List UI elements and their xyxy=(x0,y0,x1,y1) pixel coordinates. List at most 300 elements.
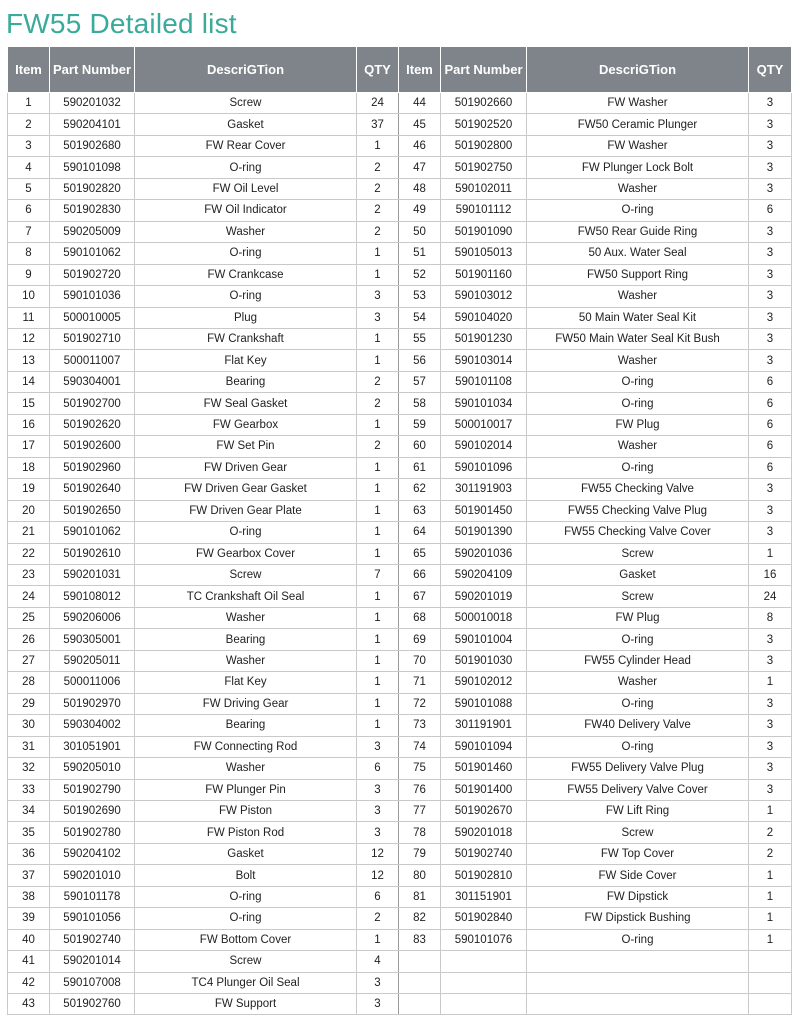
item-cell: 50 xyxy=(399,221,441,242)
qty-cell: 3 xyxy=(749,328,792,349)
description-cell: FW Dipstick xyxy=(527,886,749,907)
description-cell: FW Crankcase xyxy=(135,264,357,285)
table-row xyxy=(8,629,792,650)
description-cell: Bearing xyxy=(135,371,357,392)
qty-cell: 6 xyxy=(749,393,792,414)
part-number-cell: 501902780 xyxy=(50,822,135,843)
item-cell: 24 xyxy=(8,586,50,607)
page-title: FW55 Detailed list xyxy=(6,8,237,39)
qty-cell: 7 xyxy=(357,564,399,585)
part-number-cell: 501902690 xyxy=(50,800,135,821)
qty-cell: 1 xyxy=(749,886,792,907)
part-number-cell: 501902670 xyxy=(441,800,527,821)
table-row xyxy=(8,994,792,1015)
part-number-cell: 590206006 xyxy=(50,607,135,628)
part-number-cell: 501901160 xyxy=(441,264,527,285)
table-row xyxy=(8,758,792,779)
parts-table xyxy=(7,46,792,1015)
item-cell: 63 xyxy=(399,500,441,521)
table-row xyxy=(8,93,792,114)
table-row xyxy=(8,243,792,264)
qty-cell: 1 xyxy=(357,522,399,543)
part-number-cell: 501901450 xyxy=(441,500,527,521)
qty-cell: 8 xyxy=(749,607,792,628)
description-cell: Bearing xyxy=(135,629,357,650)
description-cell: FW55 Checking Valve xyxy=(527,479,749,500)
part-number-cell: 301051901 xyxy=(50,736,135,757)
item-cell: 38 xyxy=(8,886,50,907)
item-cell: 46 xyxy=(399,135,441,156)
qty-cell: 3 xyxy=(749,500,792,521)
part-number-cell: 501902830 xyxy=(50,200,135,221)
item-cell: 75 xyxy=(399,758,441,779)
item-cell: 59 xyxy=(399,414,441,435)
description-cell: O-ring xyxy=(527,629,749,650)
col-header-qty: QTY xyxy=(357,47,399,93)
description-cell: FW Rear Cover xyxy=(135,135,357,156)
table-row xyxy=(8,393,792,414)
part-number-cell: 501902640 xyxy=(50,479,135,500)
part-number-cell: 590101112 xyxy=(441,200,527,221)
description-cell: Washer xyxy=(135,650,357,671)
item-cell: 44 xyxy=(399,93,441,114)
item-cell: 34 xyxy=(8,800,50,821)
item-cell: 69 xyxy=(399,629,441,650)
table-row xyxy=(8,822,792,843)
table-row xyxy=(8,586,792,607)
qty-cell: 3 xyxy=(357,994,399,1015)
description-cell: Washer xyxy=(527,436,749,457)
description-cell: FW55 Delivery Valve Plug xyxy=(527,758,749,779)
description-cell: Washer xyxy=(527,178,749,199)
qty-cell: 2 xyxy=(357,436,399,457)
item-cell: 45 xyxy=(399,114,441,135)
qty-cell: 1 xyxy=(357,693,399,714)
description-cell: Screw xyxy=(135,564,357,585)
description-cell: FW55 Checking Valve Plug xyxy=(527,500,749,521)
part-number-cell: 590105013 xyxy=(441,243,527,264)
part-number-cell: 501901030 xyxy=(441,650,527,671)
qty-cell: 6 xyxy=(357,758,399,779)
part-number-cell: 590101108 xyxy=(441,371,527,392)
table-row xyxy=(8,522,792,543)
table-row xyxy=(8,500,792,521)
item-cell: 29 xyxy=(8,693,50,714)
table-row xyxy=(8,779,792,800)
part-number-cell: 590101096 xyxy=(441,457,527,478)
description-cell: FW Gearbox xyxy=(135,414,357,435)
qty-cell: 6 xyxy=(749,457,792,478)
item-cell: 78 xyxy=(399,822,441,843)
table-row xyxy=(8,264,792,285)
item-cell: 13 xyxy=(8,350,50,371)
item-cell: 57 xyxy=(399,371,441,392)
description-cell: O-ring xyxy=(527,457,749,478)
description-cell: Washer xyxy=(135,758,357,779)
item-cell: 25 xyxy=(8,607,50,628)
qty-cell: 3 xyxy=(749,157,792,178)
part-number-cell: 501902620 xyxy=(50,414,135,435)
table-row xyxy=(8,350,792,371)
item-cell: 66 xyxy=(399,564,441,585)
table-row xyxy=(8,157,792,178)
description-cell: FW Dipstick Bushing xyxy=(527,908,749,929)
description-cell: O-ring xyxy=(135,286,357,307)
table-row xyxy=(8,371,792,392)
qty-cell: 3 xyxy=(749,736,792,757)
description-cell: Bolt xyxy=(135,865,357,886)
qty-cell: 3 xyxy=(749,221,792,242)
item-cell: 4 xyxy=(8,157,50,178)
col-header-item: Item xyxy=(399,47,441,93)
qty-cell: 3 xyxy=(357,779,399,800)
qty-cell: 6 xyxy=(749,436,792,457)
description-cell: Screw xyxy=(527,586,749,607)
item-cell: 62 xyxy=(399,479,441,500)
item-cell: 32 xyxy=(8,758,50,779)
table-header-row xyxy=(8,47,792,93)
part-number-cell: 590102011 xyxy=(441,178,527,199)
part-number-cell: 590205011 xyxy=(50,650,135,671)
item-cell: 31 xyxy=(8,736,50,757)
table-row xyxy=(8,114,792,135)
part-number-cell: 590102014 xyxy=(441,436,527,457)
part-number-cell: 590101178 xyxy=(50,886,135,907)
description-cell: Screw xyxy=(527,543,749,564)
item-cell: 77 xyxy=(399,800,441,821)
description-cell: FW Lift Ring xyxy=(527,800,749,821)
description-cell: FW Seal Gasket xyxy=(135,393,357,414)
description-cell: FW Plunger Lock Bolt xyxy=(527,157,749,178)
table-row xyxy=(8,865,792,886)
part-number-cell: 501902750 xyxy=(441,157,527,178)
table-row xyxy=(8,178,792,199)
description-cell: FW Piston xyxy=(135,800,357,821)
qty-cell: 6 xyxy=(749,371,792,392)
part-number-cell: 590205010 xyxy=(50,758,135,779)
table-row xyxy=(8,457,792,478)
item-cell: 36 xyxy=(8,843,50,864)
description-cell: O-ring xyxy=(527,693,749,714)
description-cell: Screw xyxy=(135,93,357,114)
qty-cell: 1 xyxy=(357,457,399,478)
description-cell: Washer xyxy=(135,221,357,242)
part-number-cell: 590304002 xyxy=(50,715,135,736)
description-cell xyxy=(527,994,749,1015)
description-cell: Flat Key xyxy=(135,672,357,693)
item-cell: 26 xyxy=(8,629,50,650)
part-number-cell: 501902740 xyxy=(50,929,135,950)
table-row xyxy=(8,886,792,907)
description-cell: Gasket xyxy=(135,114,357,135)
description-cell: O-ring xyxy=(135,522,357,543)
qty-cell: 24 xyxy=(749,586,792,607)
description-cell: FW Plug xyxy=(527,607,749,628)
qty-cell: 1 xyxy=(357,500,399,521)
description-cell: Plug xyxy=(135,307,357,328)
description-cell: FW Side Cover xyxy=(527,865,749,886)
qty-cell: 3 xyxy=(749,178,792,199)
description-cell: FW Washer xyxy=(527,93,749,114)
part-number-cell: 501902650 xyxy=(50,500,135,521)
description-cell: FW Top Cover xyxy=(527,843,749,864)
qty-cell: 3 xyxy=(749,779,792,800)
part-number-cell: 501901390 xyxy=(441,522,527,543)
description-cell: Washer xyxy=(527,350,749,371)
item-cell: 39 xyxy=(8,908,50,929)
part-number-cell: 590103014 xyxy=(441,350,527,371)
part-number-cell: 590201019 xyxy=(441,586,527,607)
qty-cell: 1 xyxy=(357,715,399,736)
description-cell: 50 Aux. Water Seal xyxy=(527,243,749,264)
item-cell: 7 xyxy=(8,221,50,242)
description-cell: O-ring xyxy=(135,243,357,264)
col-header-part-number: Part Number xyxy=(441,47,527,93)
description-cell: FW40 Delivery Valve xyxy=(527,715,749,736)
qty-cell: 3 xyxy=(749,93,792,114)
description-cell: FW Driven Gear Gasket xyxy=(135,479,357,500)
table-row xyxy=(8,436,792,457)
table-row xyxy=(8,693,792,714)
col-header-description: DescriGTion xyxy=(527,47,749,93)
qty-cell: 3 xyxy=(357,286,399,307)
qty-cell: 1 xyxy=(357,350,399,371)
description-cell: TC4 Plunger Oil Seal xyxy=(135,972,357,993)
description-cell: FW Driven Gear Plate xyxy=(135,500,357,521)
part-number-cell: 590102012 xyxy=(441,672,527,693)
part-number-cell: 301191903 xyxy=(441,479,527,500)
qty-cell: 1 xyxy=(749,908,792,929)
part-number-cell: 590101062 xyxy=(50,522,135,543)
item-cell xyxy=(399,951,441,972)
item-cell: 28 xyxy=(8,672,50,693)
description-cell: Flat Key xyxy=(135,350,357,371)
qty-cell: 2 xyxy=(357,908,399,929)
part-number-cell: 501902520 xyxy=(441,114,527,135)
qty-cell: 2 xyxy=(357,371,399,392)
table-row xyxy=(8,328,792,349)
part-number-cell: 501902790 xyxy=(50,779,135,800)
item-cell: 3 xyxy=(8,135,50,156)
part-number-cell: 590101004 xyxy=(441,629,527,650)
item-cell: 6 xyxy=(8,200,50,221)
part-number-cell: 501902600 xyxy=(50,436,135,457)
table-row xyxy=(8,414,792,435)
part-number-cell: 501902970 xyxy=(50,693,135,714)
part-number-cell: 501902800 xyxy=(441,135,527,156)
table-row xyxy=(8,800,792,821)
description-cell: O-ring xyxy=(527,393,749,414)
description-cell: FW Driving Gear xyxy=(135,693,357,714)
part-number-cell: 500011007 xyxy=(50,350,135,371)
description-cell: FW Oil Level xyxy=(135,178,357,199)
table-row xyxy=(8,972,792,993)
description-cell: FW55 Checking Valve Cover xyxy=(527,522,749,543)
description-cell: TC Crankshaft Oil Seal xyxy=(135,586,357,607)
qty-cell: 6 xyxy=(749,200,792,221)
item-cell: 58 xyxy=(399,393,441,414)
qty-cell: 3 xyxy=(749,286,792,307)
item-cell: 23 xyxy=(8,564,50,585)
item-cell: 40 xyxy=(8,929,50,950)
part-number-cell: 590205009 xyxy=(50,221,135,242)
item-cell: 52 xyxy=(399,264,441,285)
table-row xyxy=(8,135,792,156)
description-cell: O-ring xyxy=(527,736,749,757)
item-cell: 41 xyxy=(8,951,50,972)
description-cell: FW55 Delivery Valve Cover xyxy=(527,779,749,800)
description-cell: O-ring xyxy=(527,200,749,221)
part-number-cell: 590101036 xyxy=(50,286,135,307)
item-cell: 54 xyxy=(399,307,441,328)
item-cell: 67 xyxy=(399,586,441,607)
col-header-item: Item xyxy=(8,47,50,93)
description-cell: FW Support xyxy=(135,994,357,1015)
item-cell: 48 xyxy=(399,178,441,199)
part-number-cell: 590204109 xyxy=(441,564,527,585)
item-cell: 20 xyxy=(8,500,50,521)
qty-cell: 3 xyxy=(357,822,399,843)
part-number-cell: 590103012 xyxy=(441,286,527,307)
table-row xyxy=(8,307,792,328)
item-cell: 17 xyxy=(8,436,50,457)
qty-cell: 1 xyxy=(357,135,399,156)
part-number-cell: 500010005 xyxy=(50,307,135,328)
part-number-cell: 500010017 xyxy=(441,414,527,435)
table-row xyxy=(8,286,792,307)
part-number-cell: 501902700 xyxy=(50,393,135,414)
description-cell: Gasket xyxy=(135,843,357,864)
part-number-cell: 501902810 xyxy=(441,865,527,886)
part-number-cell xyxy=(441,972,527,993)
description-cell: FW Piston Rod xyxy=(135,822,357,843)
item-cell: 83 xyxy=(399,929,441,950)
item-cell xyxy=(399,994,441,1015)
part-number-cell: 590104020 xyxy=(441,307,527,328)
description-cell: Washer xyxy=(527,672,749,693)
description-cell: O-ring xyxy=(527,929,749,950)
qty-cell: 16 xyxy=(749,564,792,585)
qty-cell: 2 xyxy=(749,822,792,843)
qty-cell: 2 xyxy=(357,157,399,178)
item-cell xyxy=(399,972,441,993)
item-cell: 56 xyxy=(399,350,441,371)
item-cell: 70 xyxy=(399,650,441,671)
qty-cell: 3 xyxy=(749,479,792,500)
qty-cell: 1 xyxy=(749,929,792,950)
part-number-cell: 590204102 xyxy=(50,843,135,864)
qty-cell: 6 xyxy=(357,886,399,907)
item-cell: 51 xyxy=(399,243,441,264)
qty-cell: 3 xyxy=(749,135,792,156)
qty-cell: 2 xyxy=(749,843,792,864)
part-number-cell: 501901230 xyxy=(441,328,527,349)
qty-cell: 37 xyxy=(357,114,399,135)
table-row xyxy=(8,843,792,864)
table-body xyxy=(8,93,792,1015)
part-number-cell: 501902840 xyxy=(441,908,527,929)
qty-cell: 3 xyxy=(749,350,792,371)
qty-cell: 1 xyxy=(357,414,399,435)
part-number-cell: 590101056 xyxy=(50,908,135,929)
item-cell: 9 xyxy=(8,264,50,285)
description-cell: FW Set Pin xyxy=(135,436,357,457)
qty-cell: 1 xyxy=(357,264,399,285)
item-cell: 55 xyxy=(399,328,441,349)
part-number-cell: 590101062 xyxy=(50,243,135,264)
qty-cell xyxy=(749,972,792,993)
part-number-cell: 590204101 xyxy=(50,114,135,135)
description-cell xyxy=(527,972,749,993)
part-number-cell: 501902610 xyxy=(50,543,135,564)
table-row xyxy=(8,951,792,972)
part-number-cell: 501902760 xyxy=(50,994,135,1015)
qty-cell: 3 xyxy=(749,758,792,779)
qty-cell: 3 xyxy=(357,972,399,993)
description-cell: Bearing xyxy=(135,715,357,736)
part-number-cell: 501901460 xyxy=(441,758,527,779)
description-cell: Washer xyxy=(135,607,357,628)
qty-cell: 2 xyxy=(357,178,399,199)
qty-cell: 12 xyxy=(357,865,399,886)
item-cell: 10 xyxy=(8,286,50,307)
table-row xyxy=(8,607,792,628)
qty-cell: 6 xyxy=(749,414,792,435)
item-cell: 68 xyxy=(399,607,441,628)
qty-cell: 1 xyxy=(357,607,399,628)
qty-cell: 4 xyxy=(357,951,399,972)
item-cell: 12 xyxy=(8,328,50,349)
qty-cell: 1 xyxy=(749,865,792,886)
qty-cell: 3 xyxy=(749,629,792,650)
description-cell: FW Bottom Cover xyxy=(135,929,357,950)
part-number-cell: 590107008 xyxy=(50,972,135,993)
part-number-cell: 590201031 xyxy=(50,564,135,585)
part-number-cell: 501902680 xyxy=(50,135,135,156)
item-cell: 11 xyxy=(8,307,50,328)
part-number-cell: 500011006 xyxy=(50,672,135,693)
item-cell: 60 xyxy=(399,436,441,457)
part-number-cell: 501902660 xyxy=(441,93,527,114)
qty-cell: 3 xyxy=(749,114,792,135)
col-header-description: DescriGTion xyxy=(135,47,357,93)
description-cell: FW50 Main Water Seal Kit Bush xyxy=(527,328,749,349)
item-cell: 35 xyxy=(8,822,50,843)
description-cell: FW Plunger Pin xyxy=(135,779,357,800)
item-cell: 33 xyxy=(8,779,50,800)
part-number-cell: 590201036 xyxy=(441,543,527,564)
description-cell: FW50 Ceramic Plunger xyxy=(527,114,749,135)
description-cell: FW Connecting Rod xyxy=(135,736,357,757)
part-number-cell: 501901090 xyxy=(441,221,527,242)
qty-cell: 1 xyxy=(749,800,792,821)
qty-cell: 3 xyxy=(749,522,792,543)
qty-cell: 1 xyxy=(357,629,399,650)
item-cell: 2 xyxy=(8,114,50,135)
table-row xyxy=(8,736,792,757)
qty-cell: 1 xyxy=(749,543,792,564)
description-cell: Screw xyxy=(135,951,357,972)
qty-cell: 3 xyxy=(357,800,399,821)
table-row xyxy=(8,221,792,242)
description-cell: FW50 Support Ring xyxy=(527,264,749,285)
qty-cell: 1 xyxy=(357,328,399,349)
qty-cell: 1 xyxy=(749,672,792,693)
table-row xyxy=(8,908,792,929)
item-cell: 22 xyxy=(8,543,50,564)
description-cell: Gasket xyxy=(527,564,749,585)
part-number-cell: 590101098 xyxy=(50,157,135,178)
